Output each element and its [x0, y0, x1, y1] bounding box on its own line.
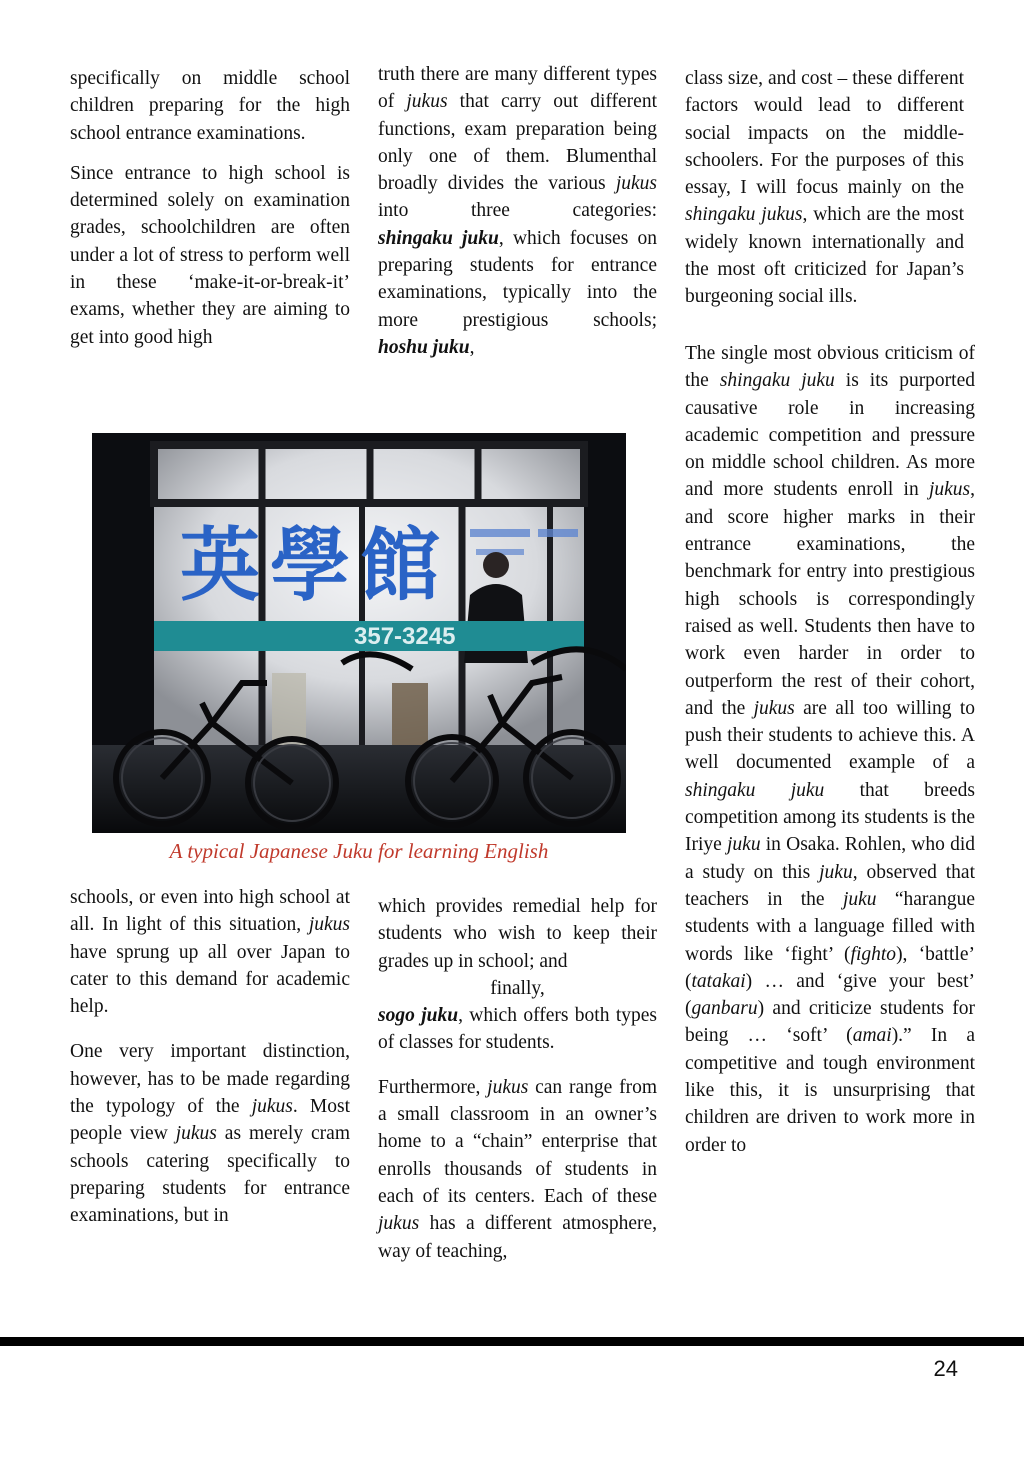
- text-run: , which are the most widely known internationally and the most oft criticized for Japan’s burgeoning social ills.: [685, 204, 964, 308]
- text-run: ) and criticize students for being … ‘soft’ (: [685, 998, 975, 1047]
- sign-character: 館: [360, 519, 440, 612]
- text-run: into three categories:: [378, 200, 657, 222]
- text-run: ,: [469, 336, 475, 358]
- paragraph: [685, 65, 964, 311]
- italic-term: shingaku jukus: [685, 204, 803, 226]
- paragraph: [70, 884, 350, 1020]
- sign-character: 英: [180, 519, 260, 612]
- italic-term: ganbaru: [691, 998, 758, 1020]
- column-3-top: [685, 65, 964, 311]
- juku-photo: [92, 433, 626, 833]
- person-silhouette: [483, 552, 509, 578]
- paragraph: specifically on middle school children preparing for the high school entrance examinations.: [70, 68, 350, 144]
- italic-term: jukus: [615, 173, 657, 195]
- italic-term: juku: [819, 861, 853, 883]
- text-run: that carry out different functions, exam preparation being only one of them. Blumenthal broadly divides the various: [378, 91, 658, 195]
- text-run: Furthermore,: [378, 1076, 488, 1098]
- figure-caption: A typical Japanese Juku for learning English: [169, 839, 549, 863]
- text-run: finally,: [490, 977, 545, 999]
- paragraph: [378, 893, 657, 1057]
- italic-term: jukus: [175, 1123, 217, 1145]
- bold-italic-term: hoshu juku: [378, 336, 470, 358]
- paragraph: [378, 61, 657, 361]
- bold-term: [378, 337, 470, 358]
- italic-term: amai: [852, 1025, 892, 1047]
- italic-term: juku: [842, 888, 877, 910]
- italic-term: shingaku juku: [719, 370, 835, 392]
- text-run: can range from a small classroom in an owner’s home to a “chain” enterprise that enrolls thousands of students in each of its centers. Each of these: [378, 1076, 657, 1207]
- italic-term: tatakai: [691, 970, 746, 992]
- column-2-bottom: [378, 893, 657, 1265]
- text-run: is its purported causative role in increasing academic competition and pressure on middle school children. As more and more students enroll in: [685, 370, 975, 501]
- italic-term: jukus: [251, 1096, 293, 1118]
- text-run: , which offers both types of classes for students.: [378, 1005, 657, 1054]
- column-1-bottom: [70, 884, 350, 1230]
- text-run: ) … and ‘give your best’ (: [685, 970, 975, 1020]
- text-run: , and score higher marks in their entrance examinations, the benchmark for entry into prestigious high schools is correspondingly raised as well. Students then have to work even harder in order to outperform the rest of their cohort, and the: [685, 479, 975, 719]
- text-run: One very important distinction, however, has to be made regarding the typology of the: [70, 1041, 350, 1118]
- text-run: class size, and cost – these different factors would lead to different social impacts on the middle-schoolers. For the purposes of this essay, I will focus mainly on the: [685, 68, 964, 199]
- text-run: , observed that teachers in the: [685, 861, 975, 910]
- column-3-main: [685, 340, 975, 1159]
- text-run: has a different atmosphere, way of teaching,: [378, 1213, 657, 1262]
- paragraph: Since entrance to high school is determined solely on examination grades, schoolchildren are often under a lot of stress to perform well in these ‘make-it-or-break-it’ exams, whether they are aiming to get into good high: [70, 162, 350, 348]
- page-number: 24: [933, 1356, 958, 1381]
- footer-rule: [0, 1337, 1024, 1346]
- italic-term: jukus: [308, 914, 350, 936]
- text-run: , which focuses on preparing students for entrance examinations, typically into the more prestigious schools;: [378, 227, 657, 331]
- text-run: as merely cram schools catering specifically to preparing students for entrance examinations, but in: [70, 1123, 350, 1227]
- paragraph: [378, 1074, 657, 1265]
- juku-photo-illustration: [92, 433, 626, 833]
- italic-term: shingaku juku: [685, 779, 825, 801]
- text-run: have sprung up all over Japan to cater to this demand for academic help.: [70, 941, 350, 1018]
- text-run: are all too willing to push their students to achieve this. A well documented example of a: [685, 697, 975, 774]
- italic-term: jukus: [753, 697, 795, 719]
- text-run: which provides remedial help for students who wish to keep their grades up in school; and: [378, 896, 657, 972]
- bold-term: [378, 228, 499, 249]
- bold-italic-term: shingaku juku: [378, 227, 499, 249]
- italic-term: juku: [727, 834, 761, 856]
- bold-italic-term: sogo juku: [378, 1005, 459, 1027]
- sign-character: 學: [270, 519, 350, 612]
- bold-term: [378, 1005, 458, 1026]
- italic-term: jukus: [378, 1213, 420, 1235]
- italic-term: jukus: [487, 1076, 529, 1098]
- italic-term: jukus: [928, 479, 971, 501]
- text-run: The single most obvious criticism of the: [685, 343, 975, 392]
- text-run: in Osaka. Rohlen, who did a study on this: [685, 834, 975, 883]
- column-1-top: [70, 65, 350, 351]
- text-run: ).” In a competitive and tough environment like this, it is unsurprising that children are driven to work more in order to: [685, 1025, 975, 1156]
- paragraph: [70, 1038, 350, 1229]
- text-run: ), ‘battle’ (: [685, 943, 975, 992]
- phone-number: 357-3245: [354, 623, 456, 650]
- text-run: . Most people view: [70, 1096, 350, 1145]
- paragraph: [685, 340, 975, 1159]
- italic-term: jukus: [406, 91, 448, 113]
- column-2-top: [378, 61, 657, 361]
- text-run: truth there are many different types of: [378, 64, 657, 113]
- italic-term: fighto: [850, 943, 897, 965]
- text-run: “harangue students with a language filled with words like ‘fight’ (: [685, 888, 975, 965]
- text-run: schools, or even into high school at all. In light of this situation,: [70, 887, 350, 936]
- text-run: that breeds competition among its students is the Iriye: [685, 779, 975, 856]
